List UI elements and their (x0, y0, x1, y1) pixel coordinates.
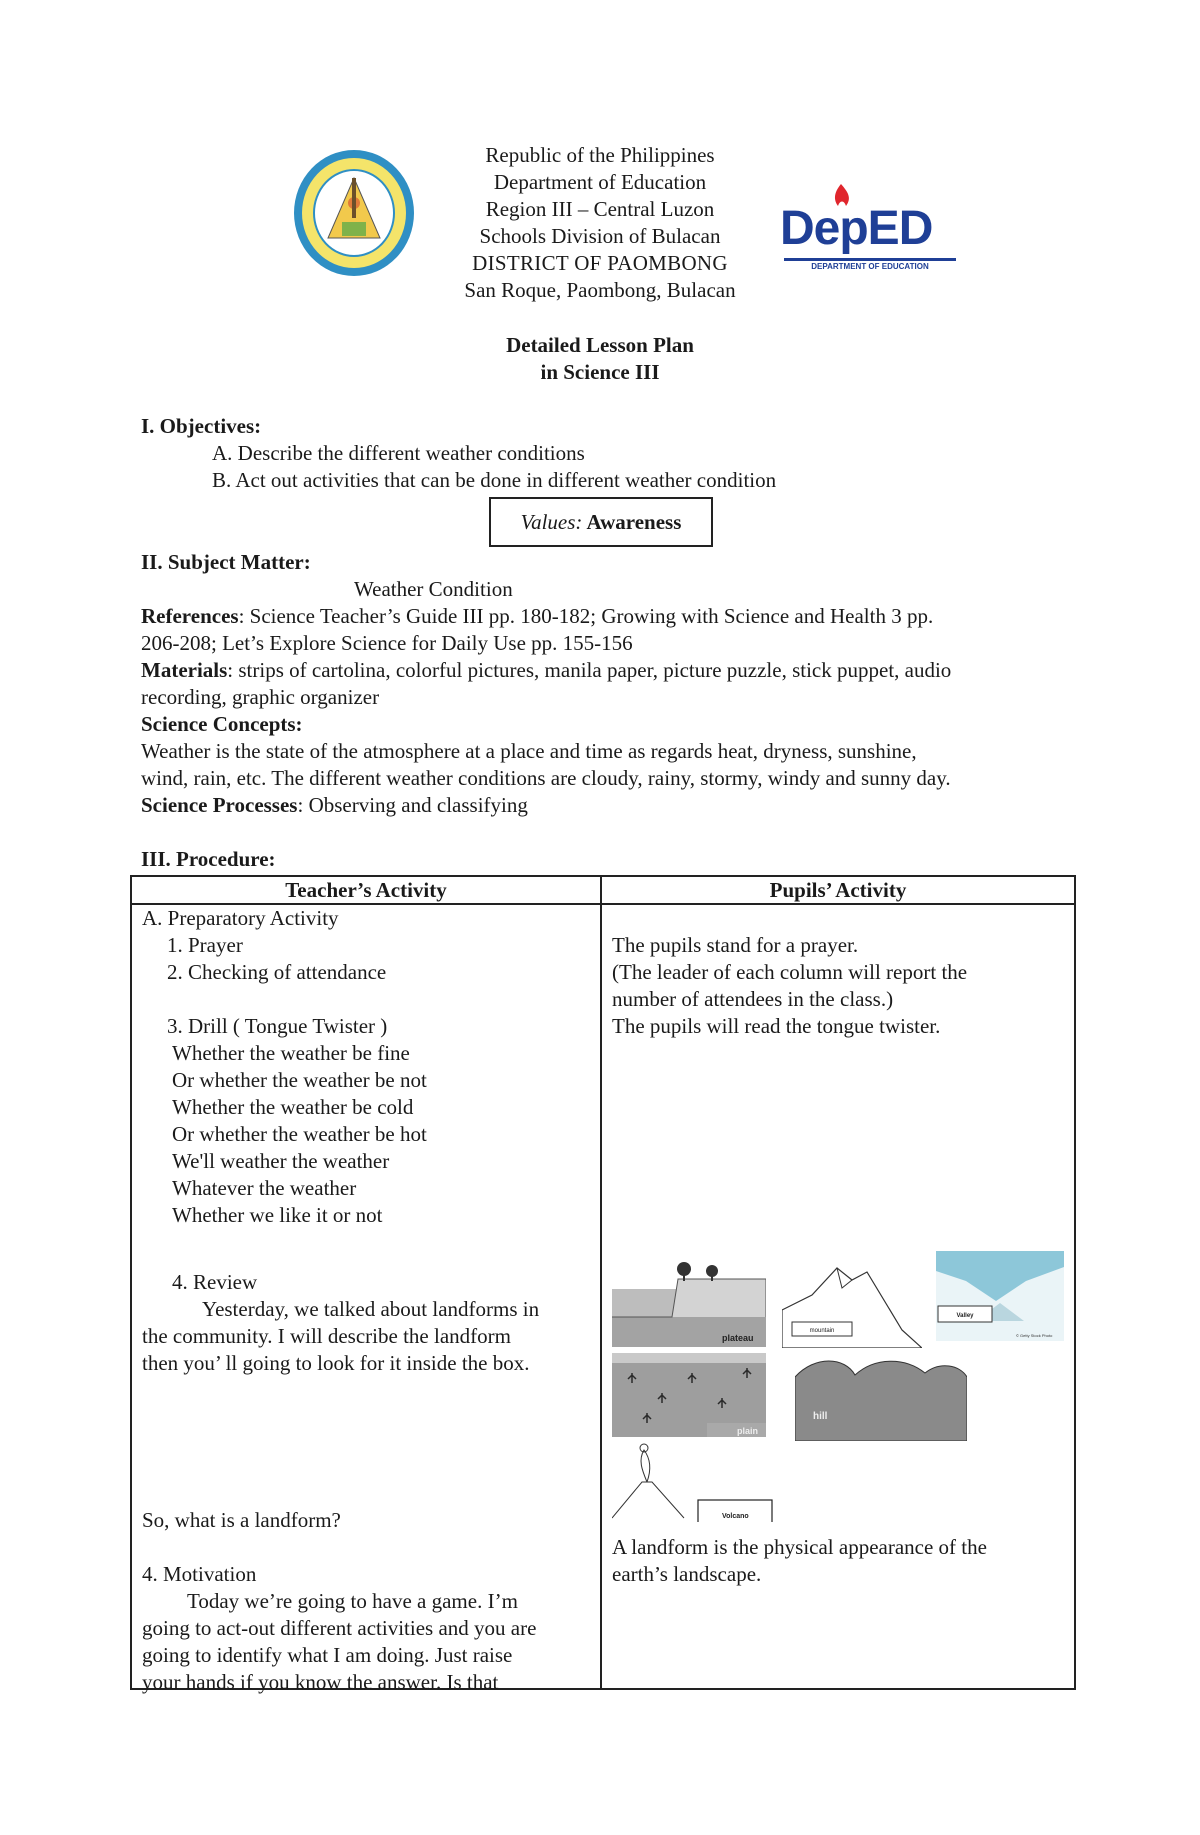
landform-answer-line: A landform is the physical appearance of the (612, 1535, 987, 1559)
pupils-report-line: number of attendees in the class.) (612, 987, 894, 1011)
procedure-table (130, 875, 1076, 1694)
deped-logo (780, 182, 960, 278)
references-line-1: References: Science Teacher’s Guide III pp. 180-182; Growing with Science and Health 3 pp. (141, 604, 934, 628)
deped-logo-subtitle: DEPARTMENT OF EDUCATION (784, 258, 956, 273)
header-line-department: Department of Education (493, 170, 707, 194)
plain-label: plain (737, 1426, 759, 1436)
prayer-item: 1. Prayer (167, 933, 243, 957)
twister-line: Whether we like it or not (172, 1203, 383, 1227)
values-box (489, 497, 713, 547)
hill-label: hill (813, 1411, 828, 1422)
deped-logo-text: DepED (780, 202, 933, 255)
header-line-region: Region III – Central Luzon (485, 197, 715, 221)
values-label: Values: (520, 510, 583, 534)
objective-a: A. Describe the different weather conditions (212, 441, 585, 465)
plateau-picture (612, 1259, 766, 1347)
teacher-activity-cell (131, 904, 601, 1694)
review-text-line: Yesterday, we talked about landforms in (202, 1297, 540, 1321)
science-concepts-heading: Science Concepts: (141, 712, 303, 736)
twister-line: We'll weather the weather (172, 1149, 390, 1173)
mountain-label: mountain (809, 1328, 835, 1334)
materials-line-2: recording, graphic organizer (141, 685, 380, 709)
header-address: San Roque, Paombong, Bulacan (464, 278, 736, 302)
twister-line: Whatever the weather (172, 1176, 357, 1200)
science-processes-line: Science Processes: Observing and classifying (141, 793, 528, 817)
lesson-plan-subtitle: in Science III (540, 360, 660, 384)
plateau-label: plateau (722, 1333, 754, 1343)
motivation-text-line: your hands if you know the answer. Is that (142, 1670, 499, 1694)
review-text-line: then you’ ll going to look for it inside the box. (142, 1351, 530, 1375)
twister-line: Or whether the weather be not (172, 1068, 427, 1092)
review-text-line: the community. I will describe the landform (142, 1324, 511, 1348)
twister-line: Or whether the weather be hot (172, 1122, 427, 1146)
header-line-republic: Republic of the Philippines (485, 143, 715, 167)
motivation-text-line: going to identify what I am doing. Just raise (142, 1643, 513, 1667)
photo-credit: © Getty Stock Photo (1016, 1333, 1053, 1338)
pupils-prayer: The pupils stand for a prayer. (612, 933, 859, 957)
pupils-activity-header: Pupils’ Activity (601, 876, 1075, 904)
attendance-item: 2. Checking of attendance (167, 960, 387, 984)
materials-line-1: Materials: strips of cartolina, colorful pictures, manila paper, picture puzzle, stick puppet, audio (141, 658, 952, 682)
objectives-heading: I. Objectives: (141, 414, 262, 438)
motivation-item: 4. Motivation (142, 1562, 257, 1586)
procedure-heading: III. Procedure: (141, 847, 276, 871)
science-concepts-line-2: wind, rain, etc. The different weather conditions are cloudy, rainy, stormy, windy and sunny day. (141, 766, 951, 790)
landform-question: So, what is a landform? (142, 1508, 341, 1532)
pupils-activity-cell (601, 904, 1075, 1689)
values-text: Awareness (582, 510, 682, 534)
lesson-plan-title: Detailed Lesson Plan (506, 333, 694, 357)
header-district: DISTRICT OF PAOMBONG (472, 251, 728, 275)
landform-answer-line: earth’s landscape. (612, 1562, 762, 1586)
subject-matter-heading: II. Subject Matter: (141, 550, 311, 574)
twister-line: Whether the weather be fine (172, 1041, 410, 1065)
teacher-activity-header: Teacher’s Activity (131, 876, 601, 904)
valley-picture (936, 1251, 1064, 1341)
drill-item: 3. Drill ( Tongue Twister ) (167, 1014, 388, 1038)
pupils-twister: The pupils will read the tongue twister. (612, 1014, 941, 1038)
volcano-picture (612, 1442, 782, 1522)
volcano-label: Volcano (722, 1513, 749, 1520)
review-item: 4. Review (172, 1270, 258, 1294)
preparatory-activity: A. Preparatory Activity (142, 906, 339, 930)
header-line-division: Schools Division of Bulacan (479, 224, 721, 248)
subject-topic: Weather Condition (354, 577, 513, 601)
hill-picture (795, 1357, 967, 1441)
school-seal-logo (292, 148, 416, 278)
mountain-picture (782, 1260, 922, 1348)
plain-picture (612, 1353, 766, 1437)
valley-label: Valley (956, 1313, 974, 1319)
objective-b: B. Act out activities that can be done in different weather condition (212, 468, 777, 492)
science-concepts-line-1: Weather is the state of the atmosphere at a place and time as regards heat, dryness, sunshine, (141, 739, 917, 763)
references-line-2: 206-208; Let’s Explore Science for Daily Use pp. 155-156 (141, 631, 633, 655)
motivation-text-line: going to act-out different activities and you are (142, 1616, 537, 1640)
twister-line: Whether the weather be cold (172, 1095, 414, 1119)
motivation-text-line: Today we’re going to have a game. I’m (187, 1589, 518, 1613)
pupils-report-line: (The leader of each column will report the (612, 960, 968, 984)
